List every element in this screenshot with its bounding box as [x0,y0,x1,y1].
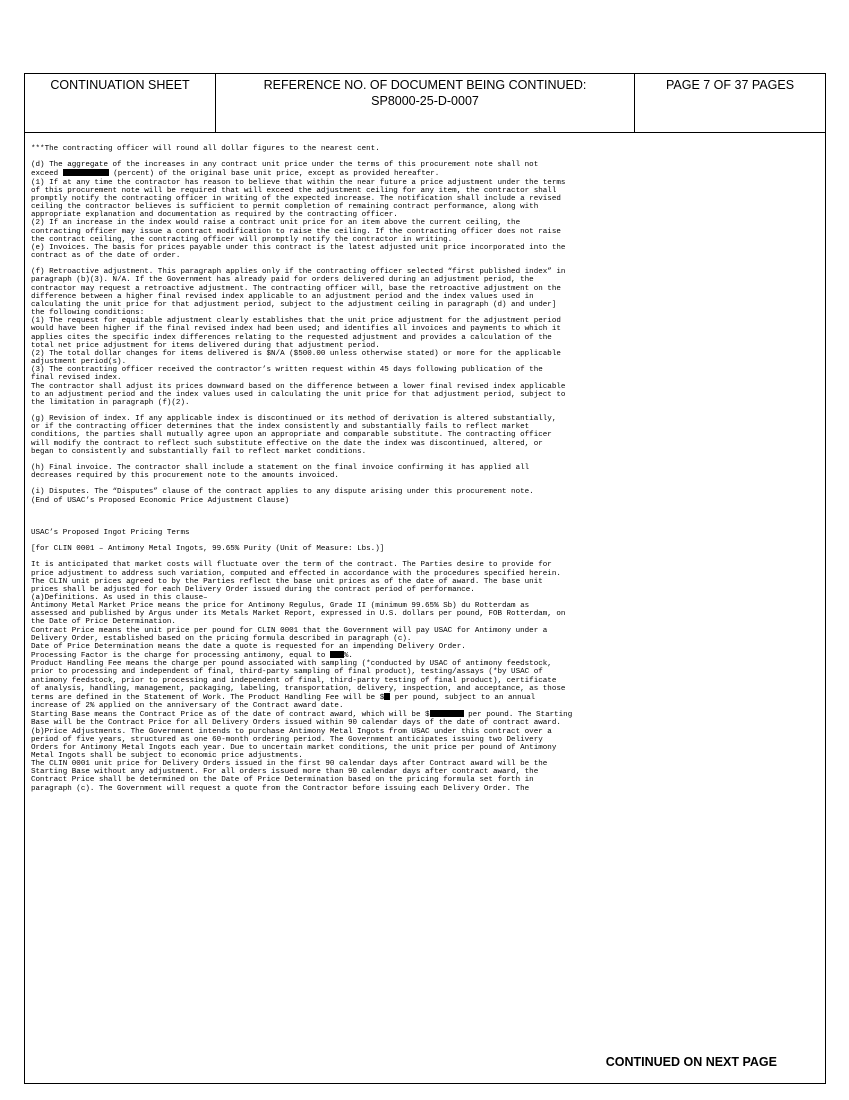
reference-number: SP8000-25-D-0007 [371,94,479,108]
text-fragment: exceed [31,170,63,179]
paragraph-h: (h) Final invoice. The contractor shall include a statement on the final invoice confirming it has applied all decreases required by this procurement note to the amounts invoiced. [31,464,530,481]
starting-base-line [31,710,821,719]
sheet-header [25,74,825,133]
redaction-box [63,169,109,176]
section-heading: USAC’s Proposed Ingot Pricing Terms [31,528,190,537]
text-fragment: terms are defined in the Statement of Work. The Product Handling Fee will be $ [31,693,385,702]
text-fragment: per pound, subject to an annual [390,693,536,702]
redaction-box [330,651,344,658]
redaction-box [430,710,464,717]
processing-factor-line [31,651,821,660]
paragraph-d-line2 [31,169,821,178]
paragraph-d-line1: (d) The aggregate of the increases in any contract unit price under the terms of this procurement note shall not [31,161,539,170]
handling-fee-increase: increase of 2% applied on the anniversary of the Contract award date. [31,702,344,711]
paragraph-d-body: (1) If at any time the contractor has reason to believe that within the near future a price adjustment under the terms of this procurement note will be required that will exceed the adjustment ceiling for any item, the contractor shall promptly notify the contracting officer in writing of the expected increase. The notification shall include a revised ceiling the contractor believes is sufficient to permit completion of remaining contract performance, along with appropriate explanation and documentation as required by the contracting officer. (2) If an increase in the index would raise a contract unit price for an item above the current ceiling, the contracting officer may issue a contract modification to raise the ceiling. If the contracting officer does not raise the contract ceiling, the contracting officer will promptly notify the contractor in writing. (e) Invoices. The basis for prices payable under this contract is the latest adjusted unit price incorporated into the contract as of the date of order. [31,178,566,261]
header-title: CONTINUATION SHEET [25,74,216,132]
paragraph-i: (i) Disputes. The “Disputes” clause of the contract applies to any dispute arising under this procurement note. (End of USAC’s Proposed Economic Price Adjustment Clause) [31,488,534,505]
continuation-sheet [24,73,826,1084]
reference-label: REFERENCE NO. OF DOCUMENT BEING CONTINUED: [263,78,587,92]
price-adjustments: Base will be the Contract Price for all Delivery Orders issued within 90 calendar days of the date of contract award. (b)Price Adjustments. The Government intends to purchase Antimony Metal Ingots from USAC under this contract over a period of five years, structured as one 60-month ordering period. The Government anticipates issuing two Delivery Orders for Antimony Metal Ingots each year. Due to uncertain market conditions, the unit price per pound of Antimony Metal Ingots shall be subject to economic price adjustments. The CLIN 0001 unit price for Delivery Orders issued in the first 90 calendar days after Contract award will be the Starting Base without any adjustment. For all orders issued more than 90 calendar days after contract award, the Contract Price shall be determined on the Date of Price Determination based on the pricing formula set forth in paragraph (c). The Government will request a quote from the Contractor before issuing each Delivery Order. The [31,719,561,793]
paragraph-f: (f) Retroactive adjustment. This paragraph applies only if the contracting officer selected “first published index” in paragraph (b)(3). N/A. If the Government has already paid for orders delivered during an adjustment period, the contractor may request a retroactive adjustment. The contracting officer will, base the retroactive adjustment on the difference between a higher final revised index applicable to an adjustment period and the index values used in calculating the unit price for that adjustment period, subject to the adjustment ceiling in paragraph (d) and under] the following conditions: (1) The request for equitable adjustment clearly establishes that the unit price adjustment for the adjustment period would have been higher if the final revised index had been used; and identifies all invoices and payments to which it applies cites the specific index differences relating to the requested adjustment and provides a calculation of the total net price adjustment for items delivered during that adjustment period. (2) The total dollar changes for items delivered is $N/A ($500.00 unless otherwise stated) or more for the applicable adjustment period(s). (3) The contracting officer received the contractor’s written request within 45 days following publication of the final revised index. The contractor shall adjust its prices downward based on the difference between a lower final revised index applicable to an adjustment period and the index values used in calculating the unit price for that adjustment period, subject to the limitation in paragraph (f)(2). [31,268,566,407]
pricing-intro: It is anticipated that market costs will fluctuate over the term of the contract. The Parties desire to provide for price adjustment to address such variation, computed and effected in accordance with the procedures specified herein. The CLIN unit prices agreed to by the Parties reflect the base unit prices as of the date of award. The base unit prices shall be adjusted for each Delivery Order issued during the contract period of performance. (a)Definitions. As used in this clause– Antimony Metal Market Price means the price for Antimony Regulus, Grade II (minimum 99.65% Sb) du Rotterdam as assessed and published by Argus under its Metals Market Report, expressed in U.S. dollars per pound, FOB Rotterdam, on the Date of Price Determination. Contract Price means the unit price per pound for CLIN 0001 that the Government will pay USAC for Antimony under a Delivery Order, established based on the pricing formula described in paragraph (c). Date of Price Determination means the date a quote is requested for an impending Delivery Order. [31,561,566,651]
rounding-note: ***The contracting officer will round all dollar figures to the nearest cent. [31,145,380,153]
text-fragment: Processing Factor is the charge for processing antimony, equal to [31,652,330,661]
handling-fee-line [31,693,821,702]
continued-footer: CONTINUED ON NEXT PAGE [605,1055,777,1069]
clin-note: [for CLIN 0001 – Antimony Metal Ingots, 99.65% Purity (Unit of Measure: Lbs.)] [31,545,385,554]
document-body [31,145,821,793]
text-fragment: %. [343,652,353,661]
handling-fee-definition: Product Handling Fee means the charge per pound associated with sampling (*conducted by USAC of antimony feedstock, prior to processing and independent of final, third-party sampling of final product), testing/assays (*by USAC of antimony feedstock, prior to processing and independent of final, third-party testing of final product), certificate of analysis, handling, management, packaging, labeling, transportation, delivery, inspection, and acceptance, as those [31,660,566,693]
text-fragment: (percent) of the original base unit price, except as provided hereafter. [108,170,440,179]
text-fragment: Starting Base means the Contract Price as of the date of contract award, which will be $ [31,711,430,720]
page-number: PAGE 7 OF 37 PAGES [665,78,795,92]
text-fragment: per pound. The Starting [463,711,573,720]
header-reference [216,74,635,132]
paragraph-g: (g) Revision of index. If any applicable index is discontinued or its method of derivation is altered substantially, or if the contracting officer determines that the index consistently and substantially fails to reflect market conditions, the parties shall mutually agree upon an appropriate and comparable substitute. The contracting officer will modify the contract to reflect such substitute effective on the date the index was discontinued, altered, or began to consistently and substantially fail to reflect market conditions. [31,415,557,456]
